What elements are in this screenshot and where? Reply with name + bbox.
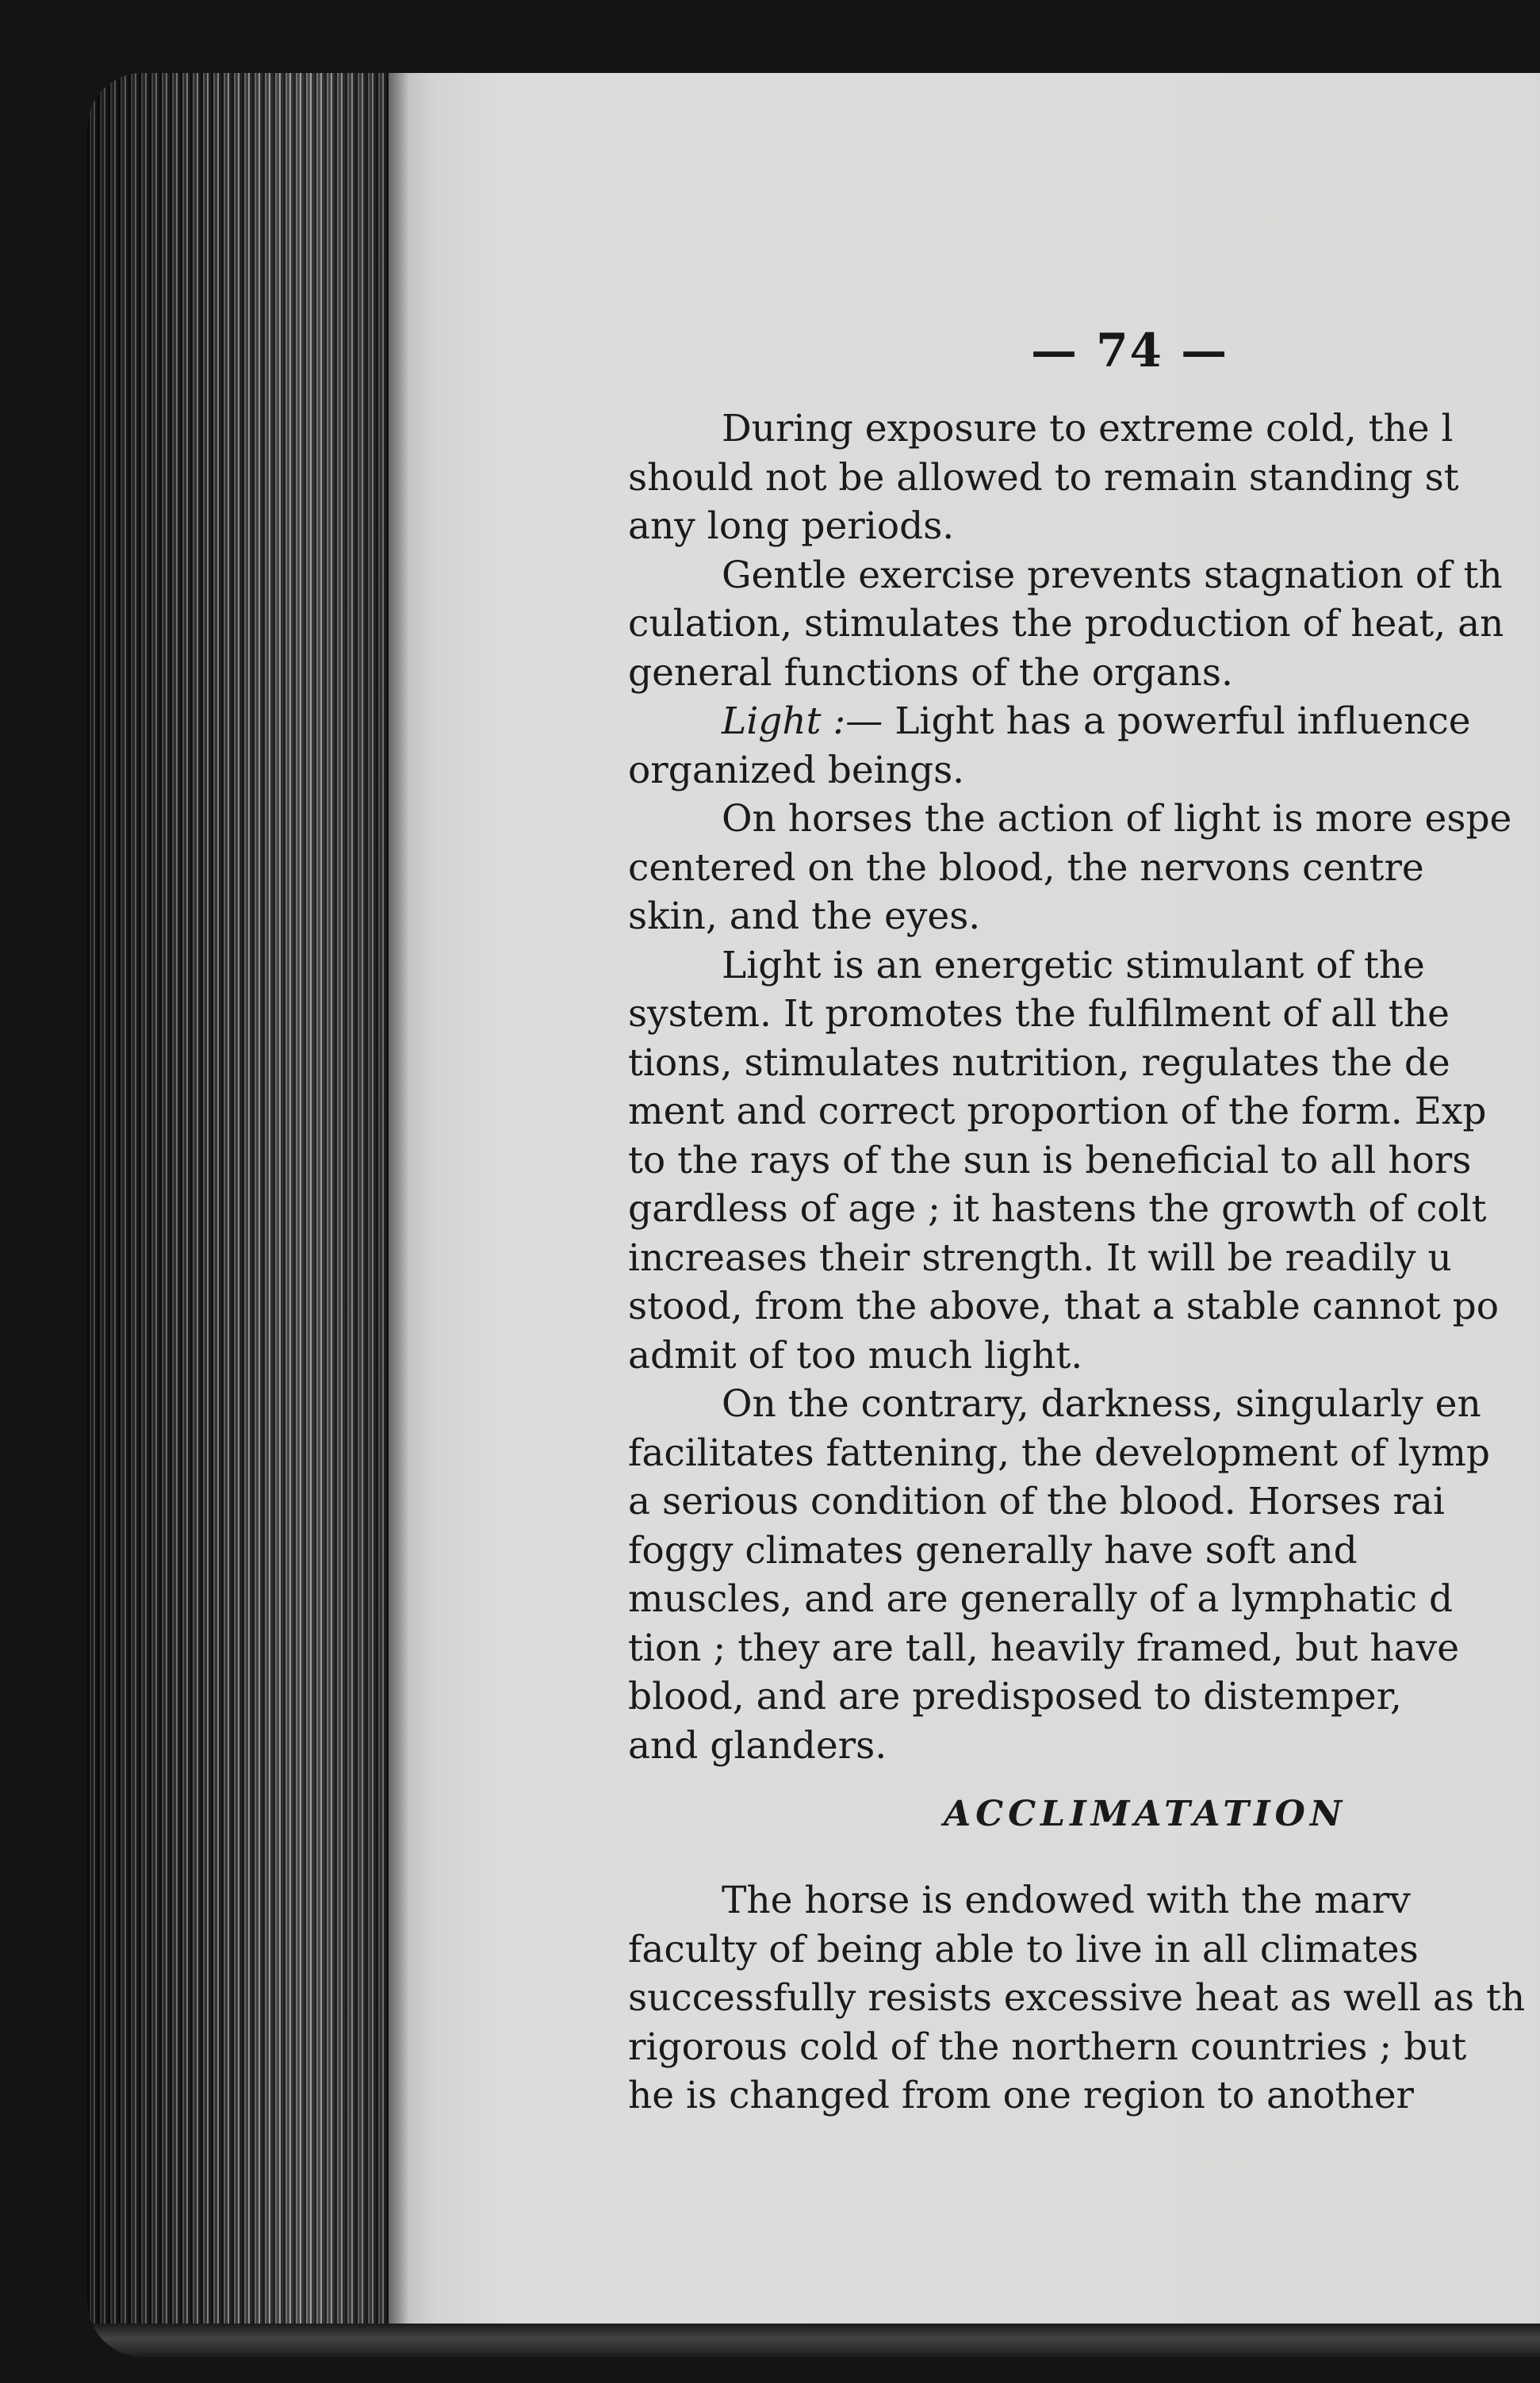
text-line: During exposure to extreme cold, the l: [722, 407, 1454, 450]
text-line-light: [628, 697, 1540, 746]
light-text: — Light has a powerful influence: [845, 699, 1471, 743]
text-line: and glanders.: [628, 1723, 887, 1768]
text-line: foggy climates generally have soft and: [628, 1528, 1358, 1573]
text-line: Light is an energetic stimulant of the: [722, 943, 1425, 987]
text-line: faculty of being able to live in all climates: [628, 1927, 1419, 1971]
text-line: tion ; they are tall, heavily framed, but have: [628, 1626, 1460, 1670]
text-line: should not be allowed to remain standing st: [628, 455, 1459, 500]
text-line: stood, from the above, that a stable cannot po: [628, 1285, 1500, 1328]
text-line: admit of too much light.: [628, 1333, 1083, 1377]
section-heading: ACCLIMATATION: [944, 1794, 1347, 1834]
text-line: to the rays of the sun is beneficial to all hors: [628, 1138, 1472, 1182]
text-line: organized beings.: [628, 748, 965, 792]
text-line: tions, stimulates nutrition, regulates the de: [628, 1040, 1450, 1085]
text-line: Gentle exercise prevents stagnation of th: [722, 553, 1503, 597]
light-label: Light :: [722, 699, 846, 743]
text-line: facilitates fattening, the development of lymp: [628, 1431, 1490, 1475]
text-line: centered on the blood, the nervons centre: [628, 845, 1424, 890]
text-line: he is changed from one region to another: [628, 2074, 1414, 2117]
text-line: muscles, and are generally of a lymphatic d: [628, 1577, 1454, 1621]
text-line: skin, and the eyes.: [628, 895, 981, 938]
text-line: On horses the action of light is more espe: [722, 797, 1512, 841]
page-edges: [87, 73, 404, 2357]
text-line: increases their strength. It will be readily u: [628, 1236, 1452, 1280]
text-line: any long periods.: [628, 504, 955, 548]
text-line: culation, stimulates the production of heat, an: [628, 602, 1504, 646]
page-bottom-edge: [87, 2324, 1540, 2357]
text-line: a serious condition of the blood. Horses rai: [628, 1480, 1445, 1523]
text-line: successfully resists excessive heat as well as th: [628, 1976, 1526, 2020]
text-line: general functions of the organs.: [628, 650, 1233, 695]
text-line: The horse is endowed with the marv: [722, 1879, 1411, 1922]
text-line: blood, and are predisposed to distemper,: [628, 1675, 1402, 1718]
page-number: — 74 —: [1031, 324, 1229, 377]
page-body: [628, 404, 1540, 2121]
text-line: ment and correct proportion of the form. Exp: [628, 1090, 1487, 1133]
text-line: On the contrary, darkness, singularly en: [722, 1382, 1481, 1426]
text-line: system. It promotes the fulfilment of all the: [628, 992, 1450, 1036]
text-line: rigorous cold of the northern countries ; but: [628, 2025, 1467, 2069]
text-line: gardless of age ; it hastens the growth of colt: [628, 1187, 1487, 1231]
